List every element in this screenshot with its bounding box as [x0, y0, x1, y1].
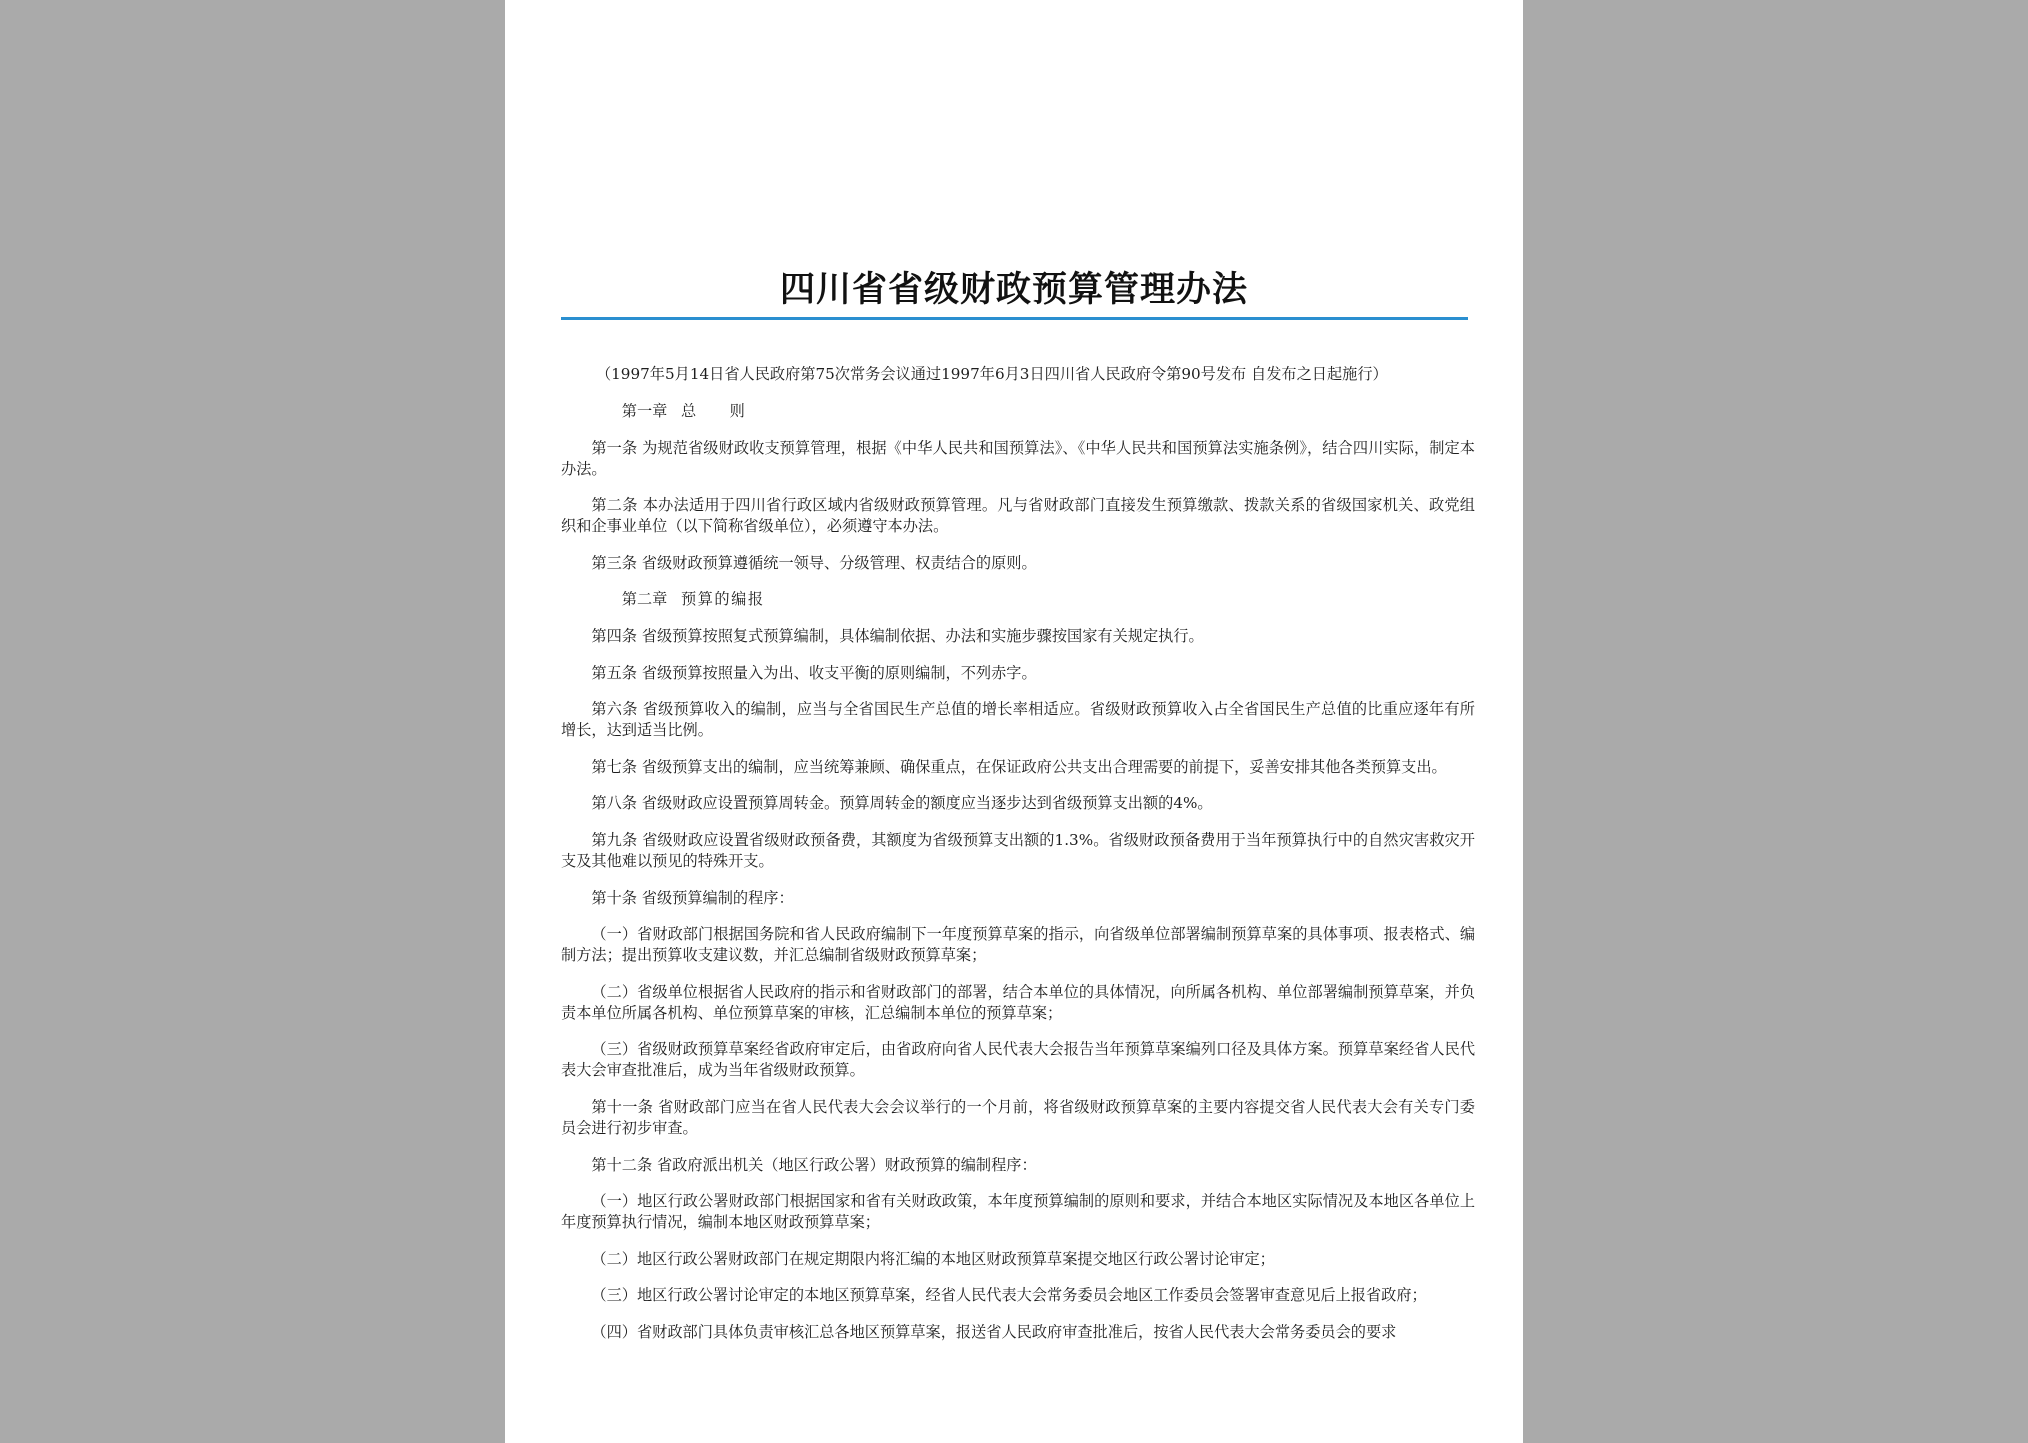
article-11: 第十一条 省财政部门应当在省人民代表大会会议举行的一个月前，将省级财政预算草案的主要内容提交省人民代表大会有关专门委员会进行初步审查。 [561, 1097, 1475, 1137]
article-4: 第四条 省级预算按照复式预算编制，具体编制依据、办法和实施步骤按国家有关规定执行。 [591, 626, 1204, 645]
article-2: 第二条 本办法适用于四川省行政区域内省级财政预算管理。凡与省财政部门直接发生预算缴款、拨款关系的省级国家机关、政党组织和企事业单位（以下简称省级单位），必须遵守本办法。 [561, 496, 1475, 536]
document-page [505, 0, 1523, 1443]
article-10-item-3: （三）省级财政预算草案经省政府审定后，由省政府向省人民代表大会报告当年预算草案编列口径及具体方案。预算草案经省人民代表大会审查批准后，成为当年省级财政预算。 [561, 1040, 1475, 1080]
article-1: 第一条 为规范省级财政收支预算管理，根据《中华人民共和国预算法》、《中华人民共和国预算法实施条例》，结合四川实际，制定本办法。 [561, 438, 1475, 478]
title-divider [561, 317, 1468, 320]
article-10: 第十条 省级预算编制的程序： [591, 888, 794, 907]
document-title: 四川省省级财政预算管理办法 [779, 269, 1248, 310]
article-12-item-2: （二）地区行政公署财政部门在规定期限内将汇编的本地区财政预算草案提交地区行政公署讨论审定； [591, 1249, 1275, 1268]
document-body [561, 364, 1475, 1358]
chapter-number: 第一章 [621, 402, 668, 420]
article-3: 第三条 省级财政预算遵循统一领导、分级管理、权责结合的原则。 [591, 553, 1037, 572]
chapter-name: 总则 [681, 402, 779, 420]
article-5: 第五条 省级预算按照量入为出、收支平衡的原则编制，不列赤字。 [591, 663, 1037, 682]
article-9: 第九条 省级财政应设置省级财政预备费，其额度为省级预算支出额的1.3%。省级财政预备费用于当年预算执行中的自然灾害救灾开支及其他难以预见的特殊开支。 [561, 830, 1475, 870]
article-12-item-4: （四）省财政部门具体负责审核汇总各地区预算草案，报送省人民政府审查批准后，按省人民代表大会常务委员会的要求 [591, 1322, 1397, 1341]
chapter-number: 第二章 [621, 590, 668, 609]
chapter-name: 预算的编报 [681, 590, 765, 609]
article-6: 第六条 省级预算收入的编制，应当与全省国民生产总值的增长率相适应。省级财政预算收入占全省国民生产总值的比重应逐年有所增长，达到适当比例。 [561, 700, 1475, 740]
article-10-item-2: （二）省级单位根据省人民政府的指示和省财政部门的部署，结合本单位的具体情况，向所属各机构、单位部署编制预算草案，并负责本单位所属各机构、单位预算草案的审核，汇总编制本单位的预算草案； [561, 982, 1475, 1022]
chapter-heading-2 [561, 589, 1475, 610]
article-7: 第七条 省级预算支出的编制，应当统筹兼顾、确保重点，在保证政府公共支出合理需要的前提下，妥善安排其他各类预算支出。 [591, 757, 1447, 776]
article-12-item-3: （三）地区行政公署讨论审定的本地区预算草案，经省人民代表大会常务委员会地区工作委员会签署审查意见后上报省政府； [591, 1286, 1427, 1305]
preamble: （1997年5月14日省人民政府第75次常务会议通过1997年6月3日四川省人民政府令第90号发布 自发布之日起施行） [595, 365, 1388, 383]
article-8: 第八条 省级财政应设置预算周转金。预算周转金的额度应当逐步达到省级预算支出额的4%。 [591, 794, 1213, 813]
article-12-item-1: （一）地区行政公署财政部门根据国家和省有关财政政策，本年度预算编制的原则和要求，并结合本地区实际情况及本地区各单位上年度预算执行情况，编制本地区财政预算草案； [561, 1192, 1475, 1232]
chapter-heading-1 [561, 401, 1475, 422]
article-10-item-1: （一）省财政部门根据国务院和省人民政府编制下一年度预算草案的指示，向省级单位部署编制预算草案的具体事项、报表格式、编制方法；提出预算收支建议数，并汇总编制省级财政预算草案； [561, 925, 1475, 965]
article-12: 第十二条 省政府派出机关（地区行政公署）财政预算的编制程序： [591, 1155, 1037, 1174]
